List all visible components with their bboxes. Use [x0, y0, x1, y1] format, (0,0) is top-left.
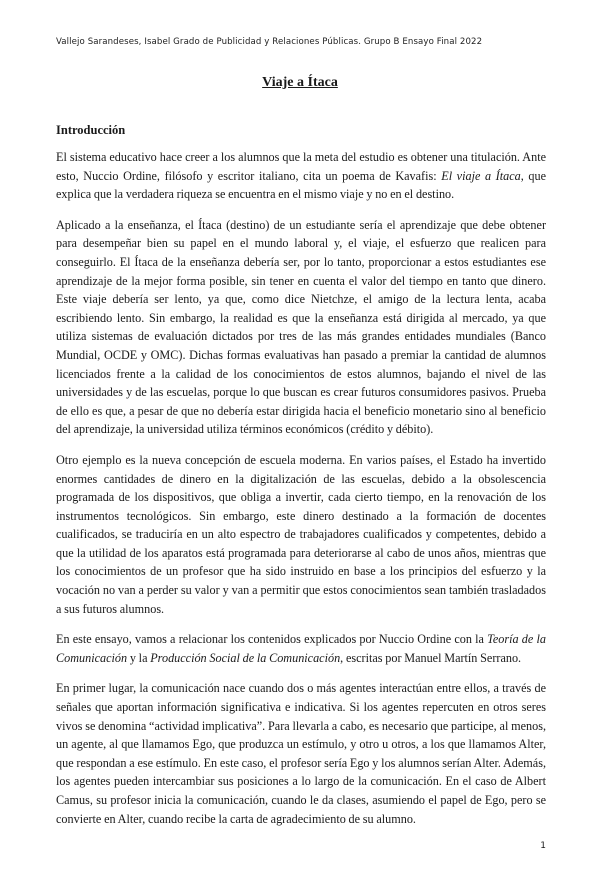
text: y la [127, 650, 151, 665]
paragraph [56, 630, 546, 667]
paragraph: Otro ejemplo es la nueva concepción de escuela moderna. En varios países, el Estado ha invertido enormes cantidades de dinero en la digitalización de las escuelas, debido a la obsolescencia programada de los dispositivos, que obliga a invertir, cada cierto tiempo, en la renovación de los instrumentos tecnológicos. Sin embargo, este dinero destinado a la formación de docentes cualificados, se traduciría en un alto espectro de trabajadores cualificados y competentes, debido a que la utilidad de los aparatos está programada para deteriorarse al cabo de unos años, mientras que los conocimientos de un profesor que ha sido instruido en base a los principios del esfuerzo y la vocación no van a perder su valor y van a permitir que estos conocimientos sean también trasladados a sus futuros alumnos. [56, 452, 546, 616]
paragraph: En primer lugar, la comunicación nace cuando dos o más agentes interactúan entre ellos, a través de señales que aportan información significativa e indicativa. Si los agentes repercuten en otros seres vivos se denomina “actividad implicativa”. Para llevarla a cabo, es necesario que participe, al menos, un agente, al que llamamos Ego, que produzca un estímulo, y otro u otros, a los que llamamos Alter, que respondan a ese estímulo. En este caso, el profesor sería Ego y los alumnos serían Alter. Además, los agentes pueden intercambiar sus posiciones a lo largo de la comunicación. En el caso de Albert Camus, su profesor inicia la comunicación, cuando le da clases, asumiendo el papel de Ego, pero se convierte en Alter, cuando recibe la carta de agradecimiento de su alumno. [56, 681, 546, 826]
text: El sistema educativo hace creer a los alumnos que la meta del estudio es obtener una titulación. Ante esto, Nuccio Ordine, filósofo y escritor italiano, cita un poema de Kavafis: [56, 150, 546, 183]
page-number: 1 [540, 841, 546, 852]
section-heading: Introducción [56, 123, 126, 137]
document-body [56, 148, 546, 828]
document-title [0, 74, 600, 91]
page-header: Vallejo Sarandeses, Isabel Grado de Publicidad y Relaciones Públicas. Grupo B Ensayo Final 2022 [56, 37, 483, 47]
italic-title: Teoría de la Comunicación [56, 632, 546, 665]
paragraph: Aplicado a la enseñanza, el Ítaca (destino) de un estudiante sería el aprendizaje que debe obtener para desempeñar bien su papel en el mundo laboral y, el viaje, el esfuerzo que realicen para conseguirlo. El Ítaca de la enseñanza debería ser, por lo tanto, proporcionar a estos estudiantes ese aprendizaje de la mejor forma posible, sin tener en cuenta el valor del tiempo en tanto que dinero. Este viaje debería ser lento, ya que, como dice Nietchze, el amigo de la lectura lenta, acaba escribiendo lento. Sin embargo, la realidad es que la enseñanza está dirigida al mercado, ya que utiliza sistemas de evaluación dictados por tres de las más grandes entidades mundiales (Banco Mundial, OCDE y OMC). Dichas formas evaluativas han pasado a premiar la cantidad de alumnos licenciados frente a la calidad de los conocimientos de estos alumnos, bajando el nivel de las universidades y de las escuelas, porque lo que buscan es crear futuros consumidores pasivos. Prueba de ello es que, a pesar de que no debería estar dirigida hacia el beneficio monetario sino al beneficio del aprendizaje, la universidad utiliza términos económicos (crédito y débito). [56, 217, 546, 437]
text: , escritas por Manuel Martín Serrano. [340, 650, 522, 665]
paragraph-intro [56, 148, 546, 204]
title-text: Viaje a Ítaca [262, 75, 338, 90]
text: En este ensayo, vamos a relacionar los contenidos explicados por Nuccio Ordine con la [56, 632, 488, 647]
italic-title: El viaje a Ítaca [441, 168, 521, 183]
text: , que explica que la verdadera riqueza se encuentra en el mismo viaje y no en el destino. [56, 168, 546, 202]
italic-title: Producción Social de la Comunicación [150, 650, 341, 665]
